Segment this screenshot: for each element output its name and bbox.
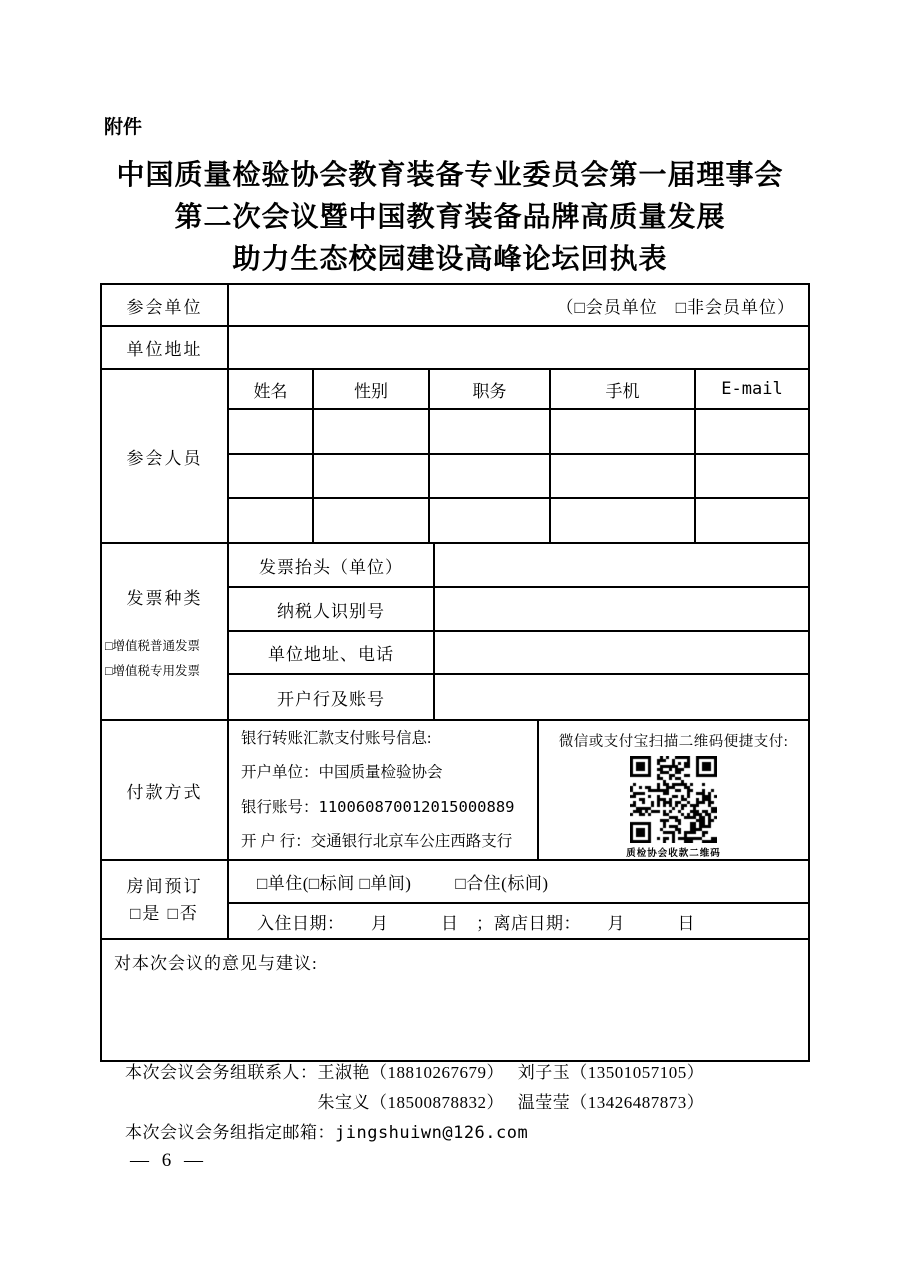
- account-holder-line: 开户单位：中国质量检验协会: [241, 763, 443, 781]
- email-label: 本次会议会务组指定邮箱：: [125, 1123, 335, 1142]
- participant-gender-cell[interactable]: [314, 499, 430, 542]
- invoice-field-row: [229, 588, 808, 632]
- contact-line-1: 王淑艳（18810267679） 刘子玉（13501057105）: [317, 1063, 705, 1082]
- bank-transfer-info: [229, 721, 539, 859]
- vat-special-checkbox[interactable]: □增值税专用发票: [105, 664, 201, 678]
- email-address: jingshuiwn@126.com: [335, 1123, 529, 1143]
- reply-form-table: [100, 283, 810, 1062]
- participants-section: [102, 370, 808, 544]
- participant-gender-cell[interactable]: [314, 410, 430, 453]
- vat-ordinary-checkbox[interactable]: □增值税普通发票: [105, 639, 201, 653]
- unit-address-phone-label: 单位地址、电话: [229, 632, 435, 673]
- participant-mobile-cell[interactable]: [551, 410, 696, 453]
- unit-input-cell[interactable]: [229, 285, 808, 325]
- col-header-email: E-mail: [721, 379, 783, 399]
- single-occupancy-checkbox[interactable]: □单住(□标间 □单间): [257, 874, 412, 893]
- title-line-3: 助力生态校园建设高峰论坛回执表: [232, 243, 668, 274]
- invoice-field-row: [229, 632, 808, 675]
- participants-header-row: [229, 370, 808, 410]
- invoice-kind-label: 发票种类: [126, 589, 203, 608]
- comments-label: 对本次会议的意见与建议:: [114, 954, 318, 973]
- payment-section: [102, 721, 808, 861]
- unit-address-phone-input-cell[interactable]: [435, 632, 808, 673]
- check-in-out-dates[interactable]: 入住日期： 月 日 ；离店日期： 月 日: [257, 913, 695, 933]
- invoice-field-row: [229, 675, 808, 719]
- participant-email-cell[interactable]: [696, 455, 808, 497]
- membership-checkboxes[interactable]: （□会员单位 □非会员单位）: [556, 297, 795, 317]
- invoice-title-label: 发票抬头（单位）: [229, 544, 435, 586]
- room-dates-row: [229, 904, 808, 938]
- invoice-label-cell: [102, 544, 229, 719]
- unit-label: 参会单位: [102, 285, 229, 325]
- invoice-field-row: [229, 544, 808, 588]
- room-booking-label: 房间预订: [126, 876, 203, 896]
- participant-name-cell[interactable]: [229, 410, 314, 453]
- participant-position-cell[interactable]: [430, 499, 551, 542]
- participant-email-cell[interactable]: [696, 499, 808, 542]
- document-title: [0, 154, 900, 280]
- address-label: 单位地址: [102, 327, 229, 368]
- bank-account-input-cell[interactable]: [435, 675, 808, 719]
- contacts-block: [125, 1058, 704, 1118]
- taxpayer-id-input-cell[interactable]: [435, 588, 808, 630]
- participant-gender-cell[interactable]: [314, 455, 430, 497]
- qr-payment-area: [539, 721, 808, 859]
- contact-line-2: 朱宝义（18500878832） 温莹莹（13426487873）: [317, 1093, 705, 1112]
- col-header-name: 姓名: [229, 370, 314, 408]
- title-line-1: 中国质量检验协会教育装备专业委员会第一届理事会: [116, 159, 784, 190]
- qr-code: [630, 756, 717, 843]
- participant-email-cell[interactable]: [696, 410, 808, 453]
- title-line-2: 第二次会议暨中国教育装备品牌高质量发展: [174, 201, 726, 232]
- bank-account-label: 开户行及账号: [229, 675, 435, 719]
- contacts-label: 本次会议会务组联系人：: [125, 1063, 318, 1082]
- room-booking-yes-no-checkboxes[interactable]: □是 □否: [130, 903, 199, 923]
- attachment-label: 附件: [104, 117, 143, 138]
- col-header-gender: 性别: [314, 370, 430, 408]
- payment-label: 付款方式: [102, 721, 229, 859]
- col-header-position: 职务: [430, 370, 551, 408]
- bank-info-heading: 银行转账汇款支付账号信息:: [241, 729, 432, 747]
- bank-branch-line: 开 户 行：交通银行北京车公庄西路支行: [241, 832, 513, 850]
- participant-mobile-cell[interactable]: [551, 455, 696, 497]
- room-booking-label-cell: [102, 861, 229, 938]
- comments-section: [102, 940, 808, 1060]
- room-type-row: [229, 861, 808, 904]
- taxpayer-id-label: 纳税人识别号: [229, 588, 435, 630]
- col-header-mobile: 手机: [551, 370, 696, 408]
- room-type-options: [229, 861, 808, 902]
- qr-payment-title: 微信或支付宝扫描二维码便捷支付:: [558, 734, 789, 750]
- participants-label: 参会人员: [102, 370, 229, 542]
- participant-position-cell[interactable]: [430, 455, 551, 497]
- room-booking-section: [102, 861, 808, 940]
- bank-account-number-line: 银行账号：110060870012015000889: [241, 797, 515, 816]
- invoice-title-input-cell[interactable]: [435, 544, 808, 586]
- address-input-cell[interactable]: [229, 327, 808, 368]
- qr-caption: 质检协会收款二维码: [626, 849, 721, 859]
- page-number: — 6 —: [130, 1150, 207, 1171]
- participant-row: [229, 499, 808, 542]
- footer: [125, 1058, 704, 1148]
- participant-mobile-cell[interactable]: [551, 499, 696, 542]
- participant-name-cell[interactable]: [229, 455, 314, 497]
- participant-name-cell[interactable]: [229, 499, 314, 542]
- shared-occupancy-checkbox[interactable]: □合住(标间): [455, 874, 549, 893]
- comments-input-cell[interactable]: [102, 940, 808, 1060]
- address-row: [102, 327, 808, 370]
- email-line: [125, 1118, 704, 1148]
- participant-position-cell[interactable]: [430, 410, 551, 453]
- participant-row: [229, 410, 808, 455]
- unit-row: [102, 285, 808, 327]
- invoice-section: [102, 544, 808, 721]
- participant-row: [229, 455, 808, 499]
